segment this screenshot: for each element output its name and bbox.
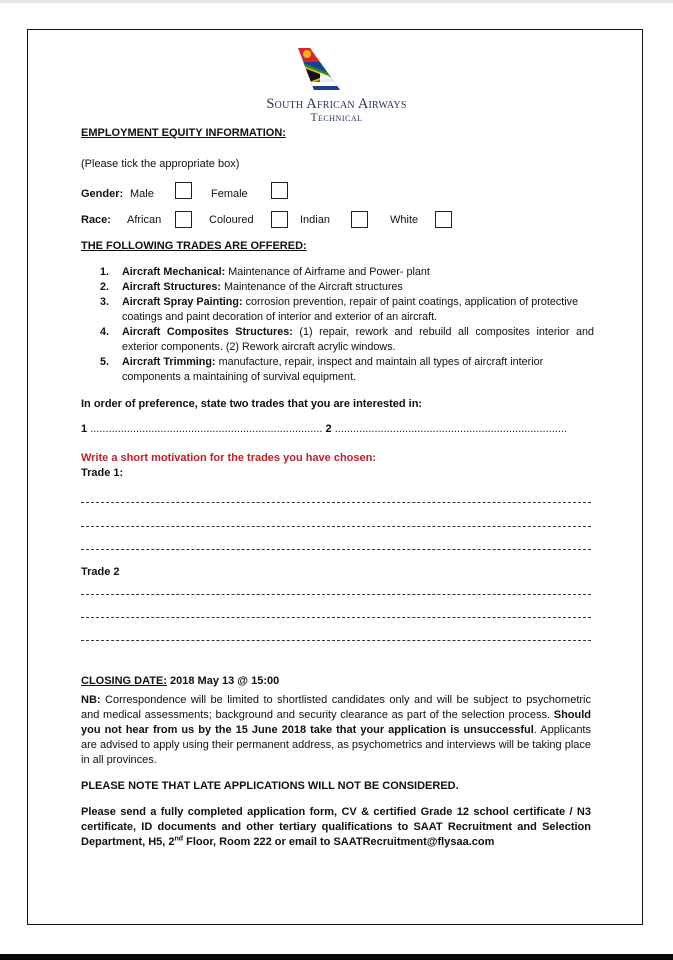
closing-date [81, 675, 279, 687]
trade-1-line-3[interactable] [81, 549, 591, 550]
trade-number: 2. [100, 281, 110, 293]
trade-item [100, 355, 594, 385]
trades-heading: THE FOLLOWING TRADES ARE OFFERED: [81, 240, 307, 252]
send-text-2: Floor, Room 222 or email to [183, 836, 334, 848]
closing-date-value: 2018 May 13 @ 15:00 [170, 675, 280, 687]
race-white-label: White [390, 214, 419, 226]
trade-1-line-1[interactable] [81, 502, 591, 503]
race-coloured-label: Coloured [209, 214, 254, 226]
trade-2-line-1[interactable] [81, 594, 591, 595]
top-band [0, 0, 673, 3]
send-instructions [81, 805, 591, 850]
trade-2-label: Trade 2 [81, 566, 120, 578]
email-link[interactable]: SAATRecruitment@flysaa.com [333, 836, 495, 848]
trade-2-line-3[interactable] [81, 640, 591, 641]
trade-1-line-2[interactable] [81, 526, 591, 527]
trade-title: Aircraft Structures: [122, 281, 221, 293]
motivation-heading: Write a short motivation for the trades you have chosen: [81, 452, 377, 464]
race-white-checkbox[interactable] [435, 211, 452, 228]
trade-desc: Maintenance of Airframe and Power- plant [228, 266, 430, 278]
trade-item [100, 295, 594, 325]
trade-number: 5. [100, 356, 110, 368]
nb-text: Correspondence will be limited to shortlisted candidates only and will be subject to psychometric and medical assessments; background and security clearance as part of the selection process. [81, 694, 591, 721]
trade-number: 3. [100, 296, 110, 308]
gender-female-label: Female [211, 188, 248, 200]
trade-desc: manufacture, repair, inspect and maintain all types of aircraft interior components a maintaining of survival equipment. [122, 356, 544, 383]
nb-text-2: . Applicants are advised to apply using their permanent address, as psychometrics and interviews will be taking place in all provinces. [81, 724, 591, 766]
trade-desc: Maintenance of the Aircraft structures [224, 281, 403, 293]
gender-label: Gender: [81, 188, 124, 200]
tick-instruction: (Please tick the appropriate box) [81, 158, 240, 170]
race-coloured-checkbox[interactable] [271, 211, 288, 228]
preference-1-label: 1 [81, 423, 88, 435]
trade-item [100, 265, 594, 280]
trade-title: Aircraft Mechanical: [122, 266, 226, 278]
nb-bold-text: Should you not hear from us by the 15 June 2018 take that your application is unsuccessful [81, 709, 592, 736]
nb-label: NB: [81, 694, 101, 706]
send-text: Please send a fully completed application form, CV & certified Grade 12 school certificate / N3 certificate, ID documents and other tertiary qualifications to SAAT Recruitment and Selection Department, H5, 2 [81, 806, 591, 848]
race-indian-label: Indian [300, 214, 330, 226]
saa-tail-logo-icon [296, 46, 342, 92]
trades-list [100, 265, 594, 385]
trade-title: Aircraft Composites Structures: [122, 326, 293, 338]
trade-title: Aircraft Trimming: [122, 356, 216, 368]
nb-paragraph [81, 693, 591, 768]
closing-date-label: CLOSING DATE: [81, 675, 167, 687]
gender-male-checkbox[interactable] [175, 182, 192, 199]
trade-desc: (1) repair, rework and rebuild all composites interior and exterior components. (2) Rework aircraft acrylic windows. [122, 326, 595, 353]
late-notice: PLEASE NOTE THAT LATE APPLICATIONS WILL NOT BE CONSIDERED. [81, 780, 459, 792]
trade-number: 1. [100, 266, 110, 278]
trade-title: Aircraft Spray Painting: [122, 296, 243, 308]
race-indian-checkbox[interactable] [351, 211, 368, 228]
company-subtitle: Technical [310, 112, 363, 124]
company-name: South African Airways [266, 96, 407, 112]
preference-2-field[interactable]: ............................................................................ [334, 423, 567, 435]
gender-female-checkbox[interactable] [271, 182, 288, 199]
send-sup: nd [174, 835, 184, 843]
trade-1-label: Trade 1: [81, 467, 124, 479]
preference-fields [81, 423, 591, 435]
equity-heading: EMPLOYMENT EQUITY INFORMATION: [81, 127, 286, 139]
trade-item [100, 325, 594, 355]
preference-prompt: In order of preference, state two trades that you are interested in: [81, 398, 423, 410]
race-african-label: African [127, 214, 162, 226]
gender-male-label: Male [130, 188, 154, 200]
preference-1-field[interactable]: ............................................................................ [90, 423, 323, 435]
bottom-bar [0, 954, 673, 960]
trade-2-line-2[interactable] [81, 617, 591, 618]
race-label: Race: [81, 214, 111, 226]
preference-2-label: 2 [325, 423, 332, 435]
race-african-checkbox[interactable] [175, 211, 192, 228]
trade-desc: corrosion prevention, repair of paint coatings, application of protective coatings and paint decoration of interior and exterior of an aircraft. [122, 296, 579, 323]
trade-item [100, 280, 594, 295]
trade-number: 4. [100, 326, 110, 338]
